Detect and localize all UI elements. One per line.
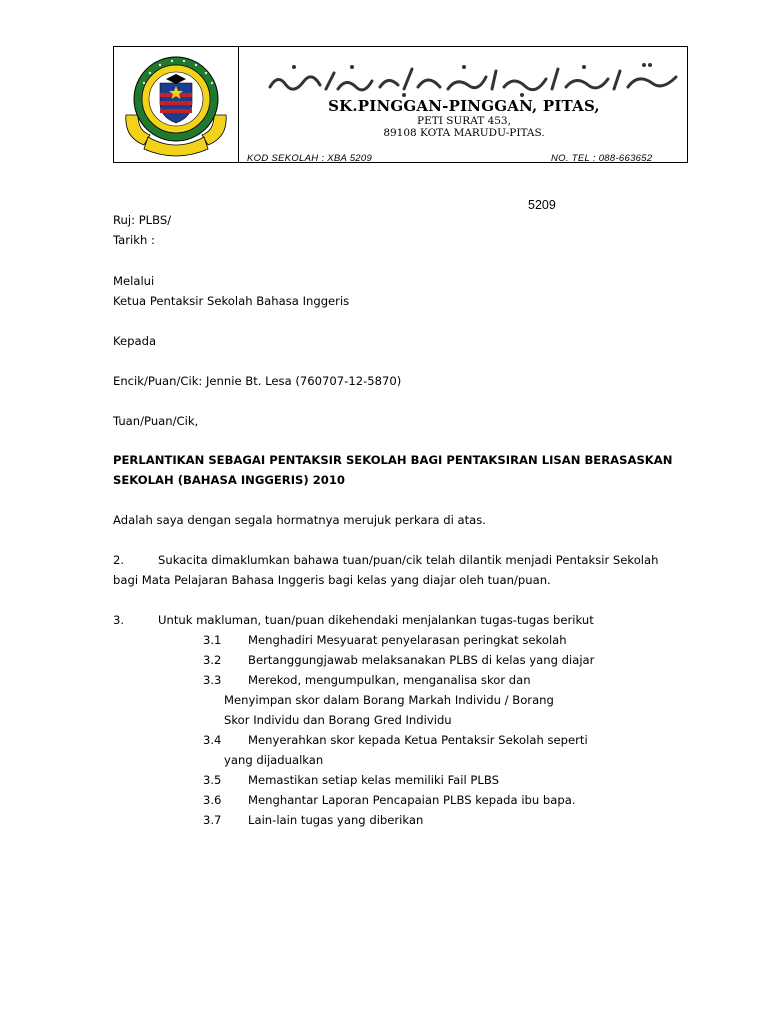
list-item-text: Merekod, mengumpulkan, menganalisa skor dan — [248, 673, 531, 687]
salutation: Tuan/Puan/Cik, — [113, 414, 199, 428]
phone-number: NO. TEL : 088-663652 — [551, 153, 653, 164]
address-line-2: 89108 KOTA MARUDU-PITAS. — [383, 127, 545, 139]
melalui-label: Melalui — [113, 274, 155, 288]
list-item-text-continued: Skor Individu dan Borang Gred Individu — [224, 713, 452, 727]
list-item-text: Menyerahkan skor kepada Ketua Pentaksir Sekolah seperti — [248, 733, 588, 747]
recipient-line: Encik/Puan/Cik: Jennie Bt. Lesa (760707-12-5870) — [113, 374, 402, 388]
list-item-number: 3.5 — [203, 773, 222, 787]
paragraph-2-number: 2. — [113, 553, 125, 567]
list-item-number: 3.4 — [203, 733, 222, 747]
jawi-calligraphy-icon — [264, 59, 684, 99]
list-item-text-continued: Menyimpan skor dalam Borang Markah Individu / Borang — [224, 693, 554, 707]
list-item-text: Lain-lain tugas yang diberikan — [248, 813, 424, 827]
ruj-line: Ruj: PLBS/ — [113, 213, 172, 227]
kepada-label: Kepada — [113, 334, 157, 348]
list-item-text-continued: yang dijadualkan — [224, 753, 324, 767]
school-name: SK.PINGGAN-PINGGAN, PITAS, — [328, 97, 600, 115]
list-item-number: 3.3 — [203, 673, 222, 687]
melalui-recipient: Ketua Pentaksir Sekolah Bahasa Inggeris — [113, 294, 350, 308]
school-crest-icon — [120, 53, 232, 157]
address-line-1: PETI SURAT 453, — [417, 115, 511, 127]
list-item-text: Bertanggungjawab melaksanakan PLBS di kelas yang diajar — [248, 653, 595, 667]
reference-number: 5209 — [528, 198, 556, 212]
letterhead — [113, 46, 688, 163]
school-code: KOD SEKOLAH : XBA 5209 — [247, 153, 373, 164]
list-item-number: 3.2 — [203, 653, 222, 667]
paragraph-3-intro: Untuk makluman, tuan/puan dikehendaki menjalankan tugas-tugas berikut — [158, 613, 594, 627]
paragraph-2-line-2: bagi Mata Pelajaran Bahasa Inggeris bagi kelas yang diajar oleh tuan/puan. — [113, 573, 551, 587]
list-item-text: Menghantar Laporan Pencapaian PLBS kepada ibu bapa. — [248, 793, 576, 807]
list-item-text: Menghadiri Mesyuarat penyelarasan peringkat sekolah — [248, 633, 567, 647]
subject-line-2: SEKOLAH (BAHASA INGGERIS) 2010 — [113, 473, 345, 487]
subject-line-1: PERLANTIKAN SEBAGAI PENTAKSIR SEKOLAH BAGI PENTAKSIRAN LISAN BERASASKAN — [113, 453, 673, 467]
list-item-text: Memastikan setiap kelas memiliki Fail PLBS — [248, 773, 499, 787]
list-item-number: 3.7 — [203, 813, 222, 827]
list-item-number: 3.1 — [203, 633, 222, 647]
tarikh-line: Tarikh : — [113, 233, 155, 247]
paragraph-3-number: 3. — [113, 613, 125, 627]
paragraph-1: Adalah saya dengan segala hormatnya merujuk perkara di atas. — [113, 513, 486, 527]
list-item-number: 3.6 — [203, 793, 222, 807]
paragraph-2-line-1: Sukacita dimaklumkan bahawa tuan/puan/cik telah dilantik menjadi Pentaksir Sekolah — [158, 553, 659, 567]
letterhead-divider — [238, 47, 239, 162]
